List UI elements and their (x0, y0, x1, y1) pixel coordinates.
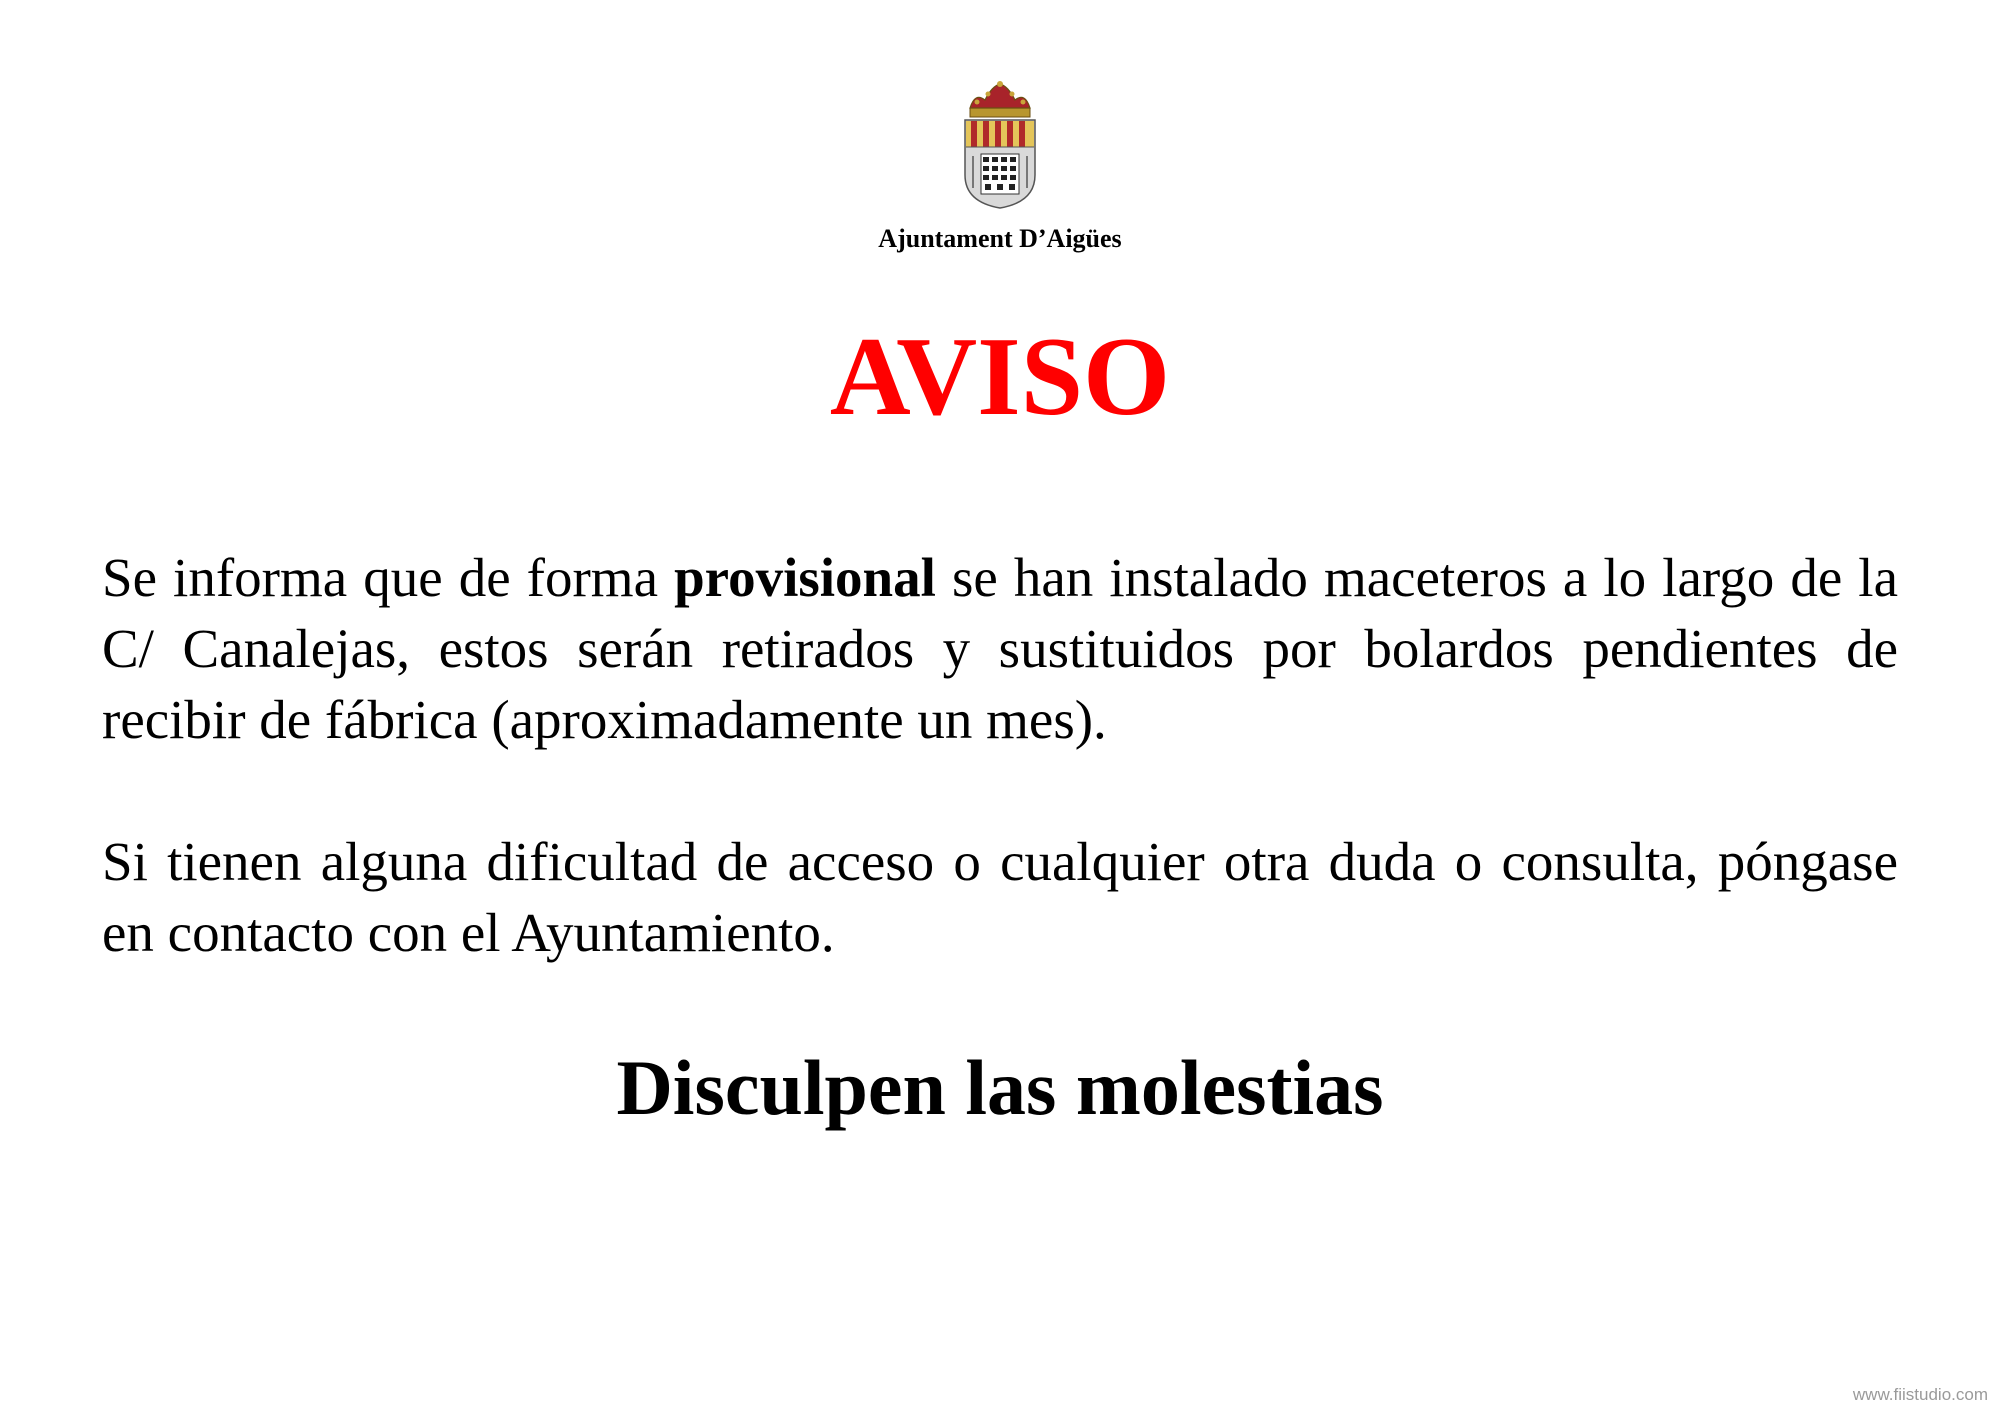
paragraph-1-text-start: Se informa que de forma (102, 547, 675, 608)
notice-paragraph-1 (102, 542, 1898, 755)
coat-of-arms-icon (955, 80, 1045, 210)
closing-apology: Disculpen las molestias (616, 1044, 1384, 1131)
organization-name: Ajuntament D’Aigües (878, 224, 1122, 253)
paragraph-1-emphasis: provisional (674, 547, 936, 608)
notice-title: AVISO (829, 315, 1171, 439)
watermark: www.fiistudio.com (1852, 1385, 1988, 1404)
paragraph-1-text-end: se han instalado maceteros a lo largo de la C/ Canalejas, estos serán retirados y sustituidos por bolardos pendientes de recibir de fábrica (aproximadamente un mes). (102, 547, 1898, 750)
notice-paragraph-2: Si tienen alguna dificultad de acceso o cualquier otra duda o consulta, póngase en contacto con el Ayuntamiento. (102, 831, 1898, 963)
